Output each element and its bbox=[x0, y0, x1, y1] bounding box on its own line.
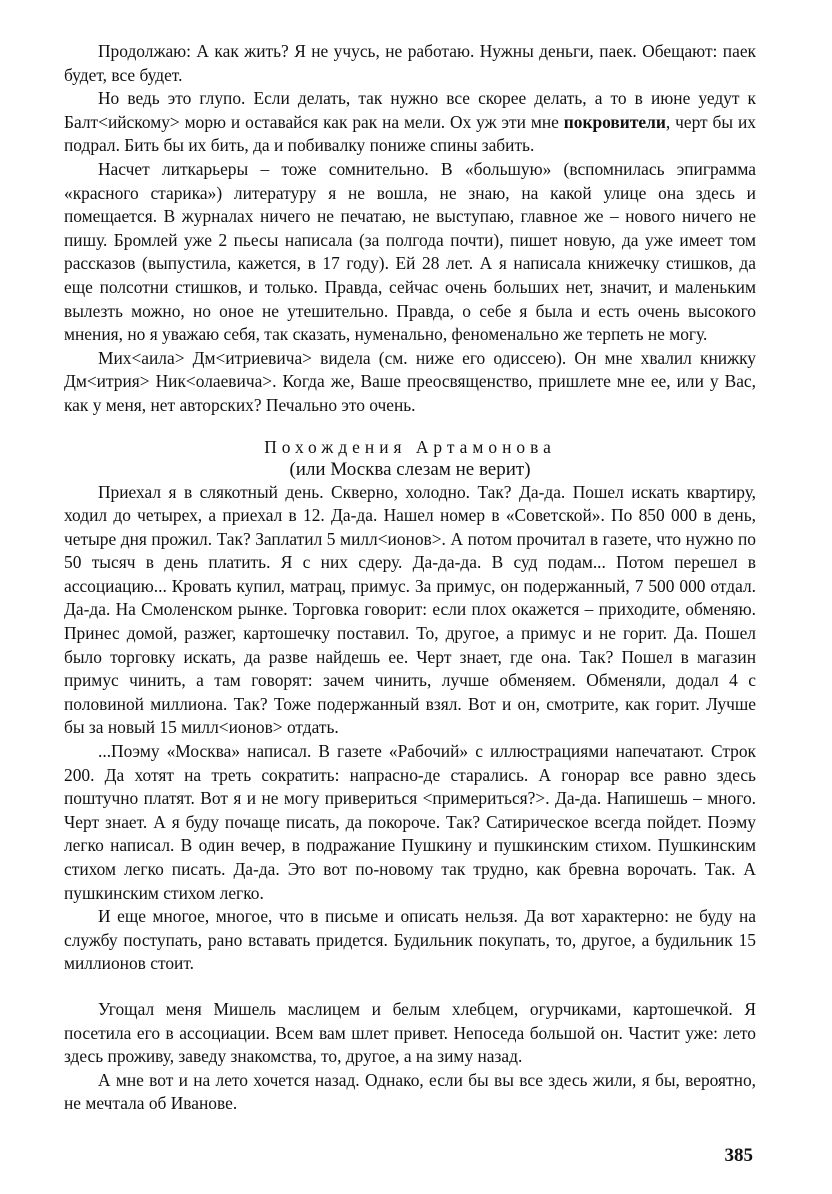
paragraph: Угощал меня Мишель маслицем и белым хлебцем, огурчиками, картошечкой. Я посетила его в ассоциации. Всем вам шлет привет. Непоседа большой он. Частит уже: лето здесь проживу, заведу знакомства, то, другое, а на зиму назад. bbox=[64, 998, 756, 1067]
bold-word: покровители bbox=[563, 111, 666, 132]
section-subtitle: (или Москва слезам не верит) bbox=[289, 458, 531, 480]
paragraph: Приехал я в слякотный день. Скверно, холодно. Так? Да-да. Пошел искать квартиру, ходил до четырех, а приехал в 12. Да-да. Нашел номер в «Советской». По 850 000 в день, четыре дня прожил. Так? Заплатил 5 милл<ионов>. А потом прочитал в газете, что нужно по 50 тысяч в день платить. Я с них сдеру. Да-да-да. В суд подам... Потом перешел в ассоциацию... Кровать купил, матрац, примус. За примус, он подержанный, 7 500 000 отдал. Да-да. На Смоленском рынке. Торговка говорит: если плох окажется – приходите, обменяю. Принес домой, разжег, картошечку поставил. То, другое, а примус и не горит. Да. Пошел было торговку искать, да разве найдешь ее. Черт знает, где она. Так? Пошел в магазин примус чинить, а там говорят: зачем чинить, лучше обменяем. Обменяли, додал 4 с половиной миллиона. Так? Тоже подержанный взял. Вот и он, смотрите, как горит. Лучше бы за новый 15 милл<ионов> отдать. bbox=[64, 481, 756, 738]
paragraph: А мне вот и на лето хочется назад. Однако, если бы вы все здесь жили, я бы, вероятно, не мечтала об Иванове. bbox=[64, 1069, 756, 1114]
paragraph: ...Поэму «Москва» написал. В газете «Рабочий» с иллюстрациями напечатают. Строк 200. Да хотят на треть сократить: напрасно-де старались. А гонорар все равно здесь поштучно платят. Вот я и не могу привериться <примериться?>. Да-да. Напишешь – много. Черт знает. А я буду почаще писать, да покороче. Так? Сатирическое всегда пойдет. Поэму легко написал. В один вечер, в подражание Пушкину и пушкинским стихом. Пушкинским стихом легко писать. Да-да. Это вот по-новому так трудно, как бревна ворочать. Так. А пушкинским стихом легко. bbox=[64, 741, 756, 903]
paragraph: Мих<аила> Дм<итриевича> видела (см. ниже его одиссею). Он мне хвалил книжку Дм<итрия> Ник<олаевича>. Когда же, Ваше преосвященство, пришлете мне ее, или у Вас, как у меня, нет авторских? Печально это очень. bbox=[64, 347, 756, 415]
paragraph-text-tail: , черт бы их подрал. Бить бы их бить, да и побивалку пониже спины забить. bbox=[64, 111, 756, 156]
paragraph: Продолжаю: А как жить? Я не учусь, не работаю. Нужны деньги, паек. Обещают: паек будет, все будет. bbox=[64, 41, 756, 85]
paragraph: Насчет литкарьеры – тоже сомнительно. В «большую» (вспомнилась эпиграмма «красного старика») литературу я не вошла, не знаю, на какой улице она здесь и помещается. В журналах ничего не печатаю, не выступаю, главное же – нового ничего не пишу. Бромлей уже 2 пьесы написала (за полгода почти), пишет новую, да уже имеет том рассказов (выпустила, кажется, в 17 году). Ей 28 лет. А я написала книжечку стишков, да еще полсотни стишков, и только. Правда, сейчас очень больших нет, значит, и маленьким вылезть можно, но оное не утешительно. Правда, о себе я была и есть очень высокого мнения, но я уважаю себя, так сказать, нуменально, феноменально же терпеть не могу. bbox=[64, 158, 756, 345]
section-heading bbox=[64, 436, 756, 481]
section-title: Похождения Артамонова bbox=[264, 436, 556, 457]
paragraph-text: Но ведь это глупо. Если делать, так нужно все скорее делать, а то в июне уедут к Балт<ийскому> морю и оставайся как рак на мели. Ох уж эти мне bbox=[64, 88, 756, 132]
page-number: 385 bbox=[724, 1145, 753, 1166]
paragraph: И еще многое, многое, что в письме и описать нельзя. Да вот характерно: не буду на службу поступать, рано вставать придется. Будильник покупать, то, другое, а будильник 15 миллионов стоит. bbox=[64, 906, 756, 974]
section-gap bbox=[64, 976, 756, 998]
document-page bbox=[64, 40, 756, 1116]
paragraph bbox=[64, 87, 756, 158]
